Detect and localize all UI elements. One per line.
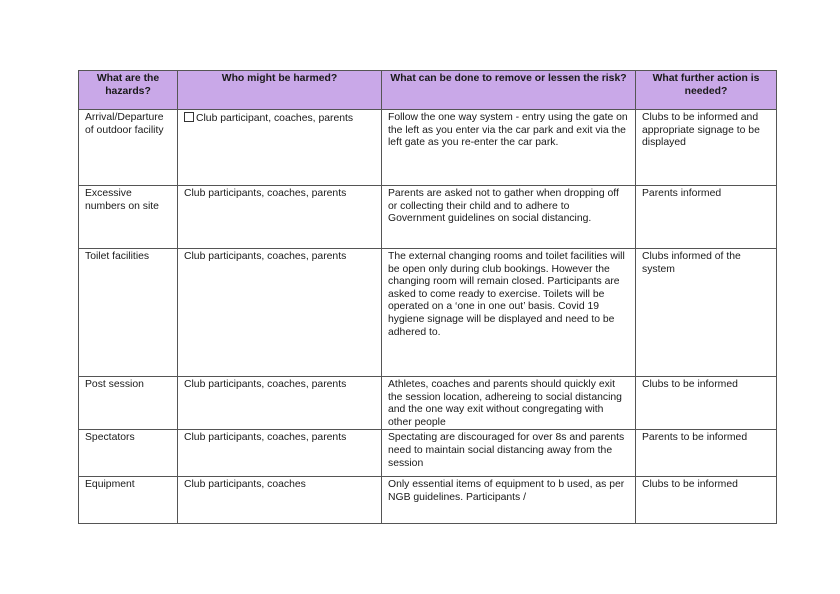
table-row: [79, 249, 777, 377]
header-who-harmed: Who might be harmed?: [178, 71, 382, 110]
mitigation-cell: Parents are asked not to gather when dropping off or collecting their child and to adhere to Government guidelines on social distancing.: [382, 186, 636, 249]
harmed-cell: Club participants, coaches, parents: [178, 377, 382, 430]
action-cell: Parents informed: [636, 186, 777, 249]
action-cell: Clubs informed of the system: [636, 249, 777, 377]
action-cell: Clubs to be informed: [636, 477, 777, 524]
table-row: [79, 110, 777, 186]
mitigation-cell: Follow the one way system - entry using the gate on the left as you enter via the car park and exit via the left gate as you re-enter the car park.: [382, 110, 636, 186]
header-remove-risk: What can be done to remove or lessen the risk?: [382, 71, 636, 110]
table-row: [79, 186, 777, 249]
harmed-cell: [178, 110, 382, 186]
hazard-cell: Toilet facilities: [79, 249, 178, 377]
checkbox-icon: [184, 112, 194, 122]
table-header-row: [79, 71, 777, 110]
table-row: [79, 477, 777, 524]
action-cell: Parents to be informed: [636, 430, 777, 477]
harmed-cell: Club participants, coaches, parents: [178, 249, 382, 377]
hazard-cell: Spectators: [79, 430, 178, 477]
header-further-action: What further action is needed?: [636, 71, 777, 110]
hazard-cell: Excessive numbers on site: [79, 186, 178, 249]
hazard-cell: Equipment: [79, 477, 178, 524]
action-cell: Clubs to be informed and appropriate signage to be displayed: [636, 110, 777, 186]
mitigation-cell: Spectating are discouraged for over 8s and parents need to maintain social distancing away from the session: [382, 430, 636, 477]
mitigation-cell: The external changing rooms and toilet facilities will be open only during club bookings. However the changing room will remain closed. Participants are asked to come ready to exercise. Toilets will be operated on a ‘one in one out’ basis. Covid 19 hygiene signage will be displayed and need to be adhered to.: [382, 249, 636, 377]
hazard-cell: Arrival/Departure of outdoor facility: [79, 110, 178, 186]
hazard-cell: Post session: [79, 377, 178, 430]
risk-assessment-table: [78, 70, 777, 524]
harmed-cell: Club participants, coaches: [178, 477, 382, 524]
header-hazards: What are the hazards?: [79, 71, 178, 110]
harmed-text: Club participant, coaches, parents: [196, 113, 354, 124]
mitigation-cell: Athletes, coaches and parents should quickly exit the session location, adhereing to social distancing and the one way exit without congregating with other people: [382, 377, 636, 430]
table-row: [79, 430, 777, 477]
table-row: [79, 377, 777, 430]
harmed-cell: Club participants, coaches, parents: [178, 186, 382, 249]
action-cell: Clubs to be informed: [636, 377, 777, 430]
harmed-cell: Club participants, coaches, parents: [178, 430, 382, 477]
mitigation-cell: Only essential items of equipment to b used, as per NGB guidelines. Participants /: [382, 477, 636, 524]
